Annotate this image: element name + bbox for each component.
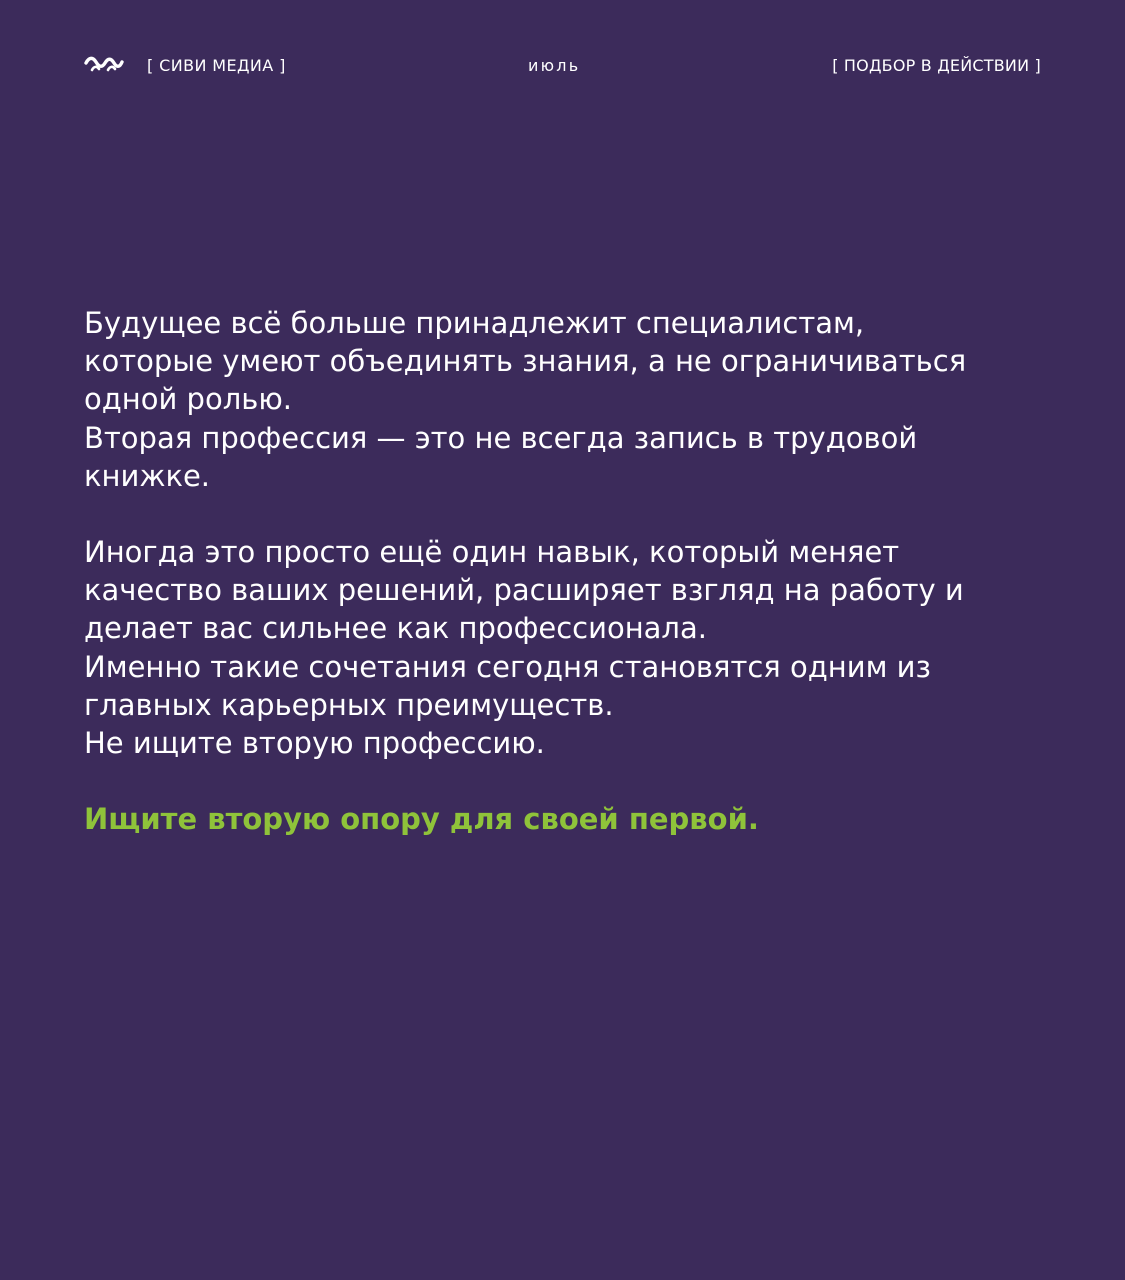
paragraph-1 [84,304,1044,495]
header [84,50,1041,82]
highlight-text: Ищите вторую опору для своей первой. [84,802,759,837]
brand-label: [ СИВИ МЕДИА ] [147,56,286,75]
paragraph-line: главных карьерных преимуществ. [84,687,614,722]
main-content [84,304,1044,838]
wave-logo-icon [84,54,124,76]
paragraph-line: Иногда это просто ещё один навык, который меняет [84,535,900,570]
paragraph-2 [84,533,1044,762]
month-label: июль [528,56,581,75]
paragraph-line: делает вас сильнее как профессионала. [84,611,707,646]
paragraph-line: качество ваших решений, расширяет взгляд на работу и [84,573,964,608]
paragraph-line: Вторая профессия — это не всегда запись в трудовой [84,420,918,455]
paragraph-line: Не ищите вторую профессию. [84,726,545,761]
paragraph-line: Именно такие сочетания сегодня становятся одним из [84,649,931,684]
paragraph-line: которые умеют объединять знания, а не ограничиваться [84,344,967,379]
paragraph-line: книжке. [84,458,211,493]
paragraph-line: одной ролью. [84,382,292,417]
paragraph-line: Будущее всё больше принадлежит специалистам, [84,306,865,340]
series-label: [ ПОДБОР В ДЕЙСТВИИ ] [832,56,1041,75]
